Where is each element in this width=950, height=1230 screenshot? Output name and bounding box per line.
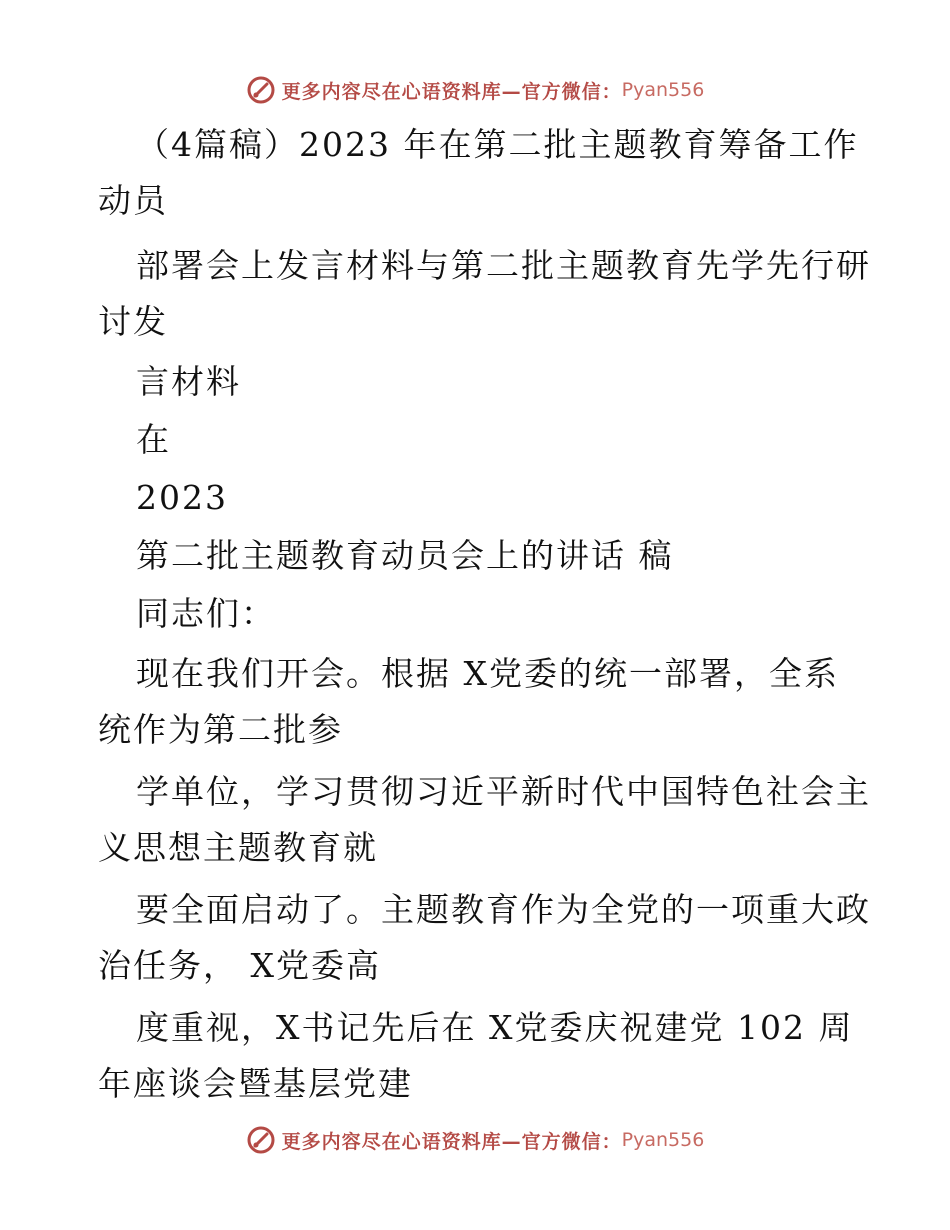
header-watermark bbox=[0, 70, 950, 110]
watermark-handle: Pyan556 bbox=[621, 79, 705, 101]
paragraph-line: 治任务， X党委高 bbox=[98, 946, 381, 985]
brush-logo-icon bbox=[246, 1125, 276, 1155]
watermark-text: 更多内容尽在心语资料库—官方微信： bbox=[281, 80, 622, 103]
title-line-4: 讨发 bbox=[98, 302, 168, 341]
title-line-5: 言材料 bbox=[136, 362, 241, 401]
paragraph-line: 义思想主题教育就 bbox=[98, 828, 378, 867]
speech-title-line-3: 第二批主题教育动员会上的讲话 稿 bbox=[136, 536, 674, 575]
paragraph-line: 学单位，学习贯彻习近平新时代中国特色社会主 bbox=[136, 772, 871, 811]
watermark-handle: Pyan556 bbox=[621, 1129, 705, 1151]
watermark-text: 更多内容尽在心语资料库—官方微信： bbox=[281, 1130, 622, 1153]
speech-title-line-1: 在 bbox=[136, 420, 171, 459]
paragraph-line: 年座谈会暨基层党建 bbox=[98, 1064, 413, 1103]
paragraph-line: 统作为第二批参 bbox=[98, 710, 343, 749]
title-line-3: 部署会上发言材料与第二批主题教育先学先行研 bbox=[136, 246, 871, 285]
paragraph-line: 度重视，X书记先后在 X党委庆祝建党 102 周 bbox=[136, 1008, 854, 1047]
paragraph-line: 现在我们开会。根据 X党委的统一部署，全系 bbox=[136, 654, 839, 693]
title-line-1: （4篇稿）2023 年在第二批主题教育筹备工作 bbox=[136, 125, 859, 164]
paragraph-line: 要全面启动了。主题教育作为全党的一项重大政 bbox=[136, 890, 871, 929]
salutation: 同志们： bbox=[136, 594, 276, 633]
brush-logo-icon bbox=[246, 75, 276, 105]
title-line-2: 动员 bbox=[98, 181, 168, 220]
footer-watermark bbox=[0, 1120, 950, 1160]
speech-title-line-2: 2023 bbox=[136, 478, 228, 517]
